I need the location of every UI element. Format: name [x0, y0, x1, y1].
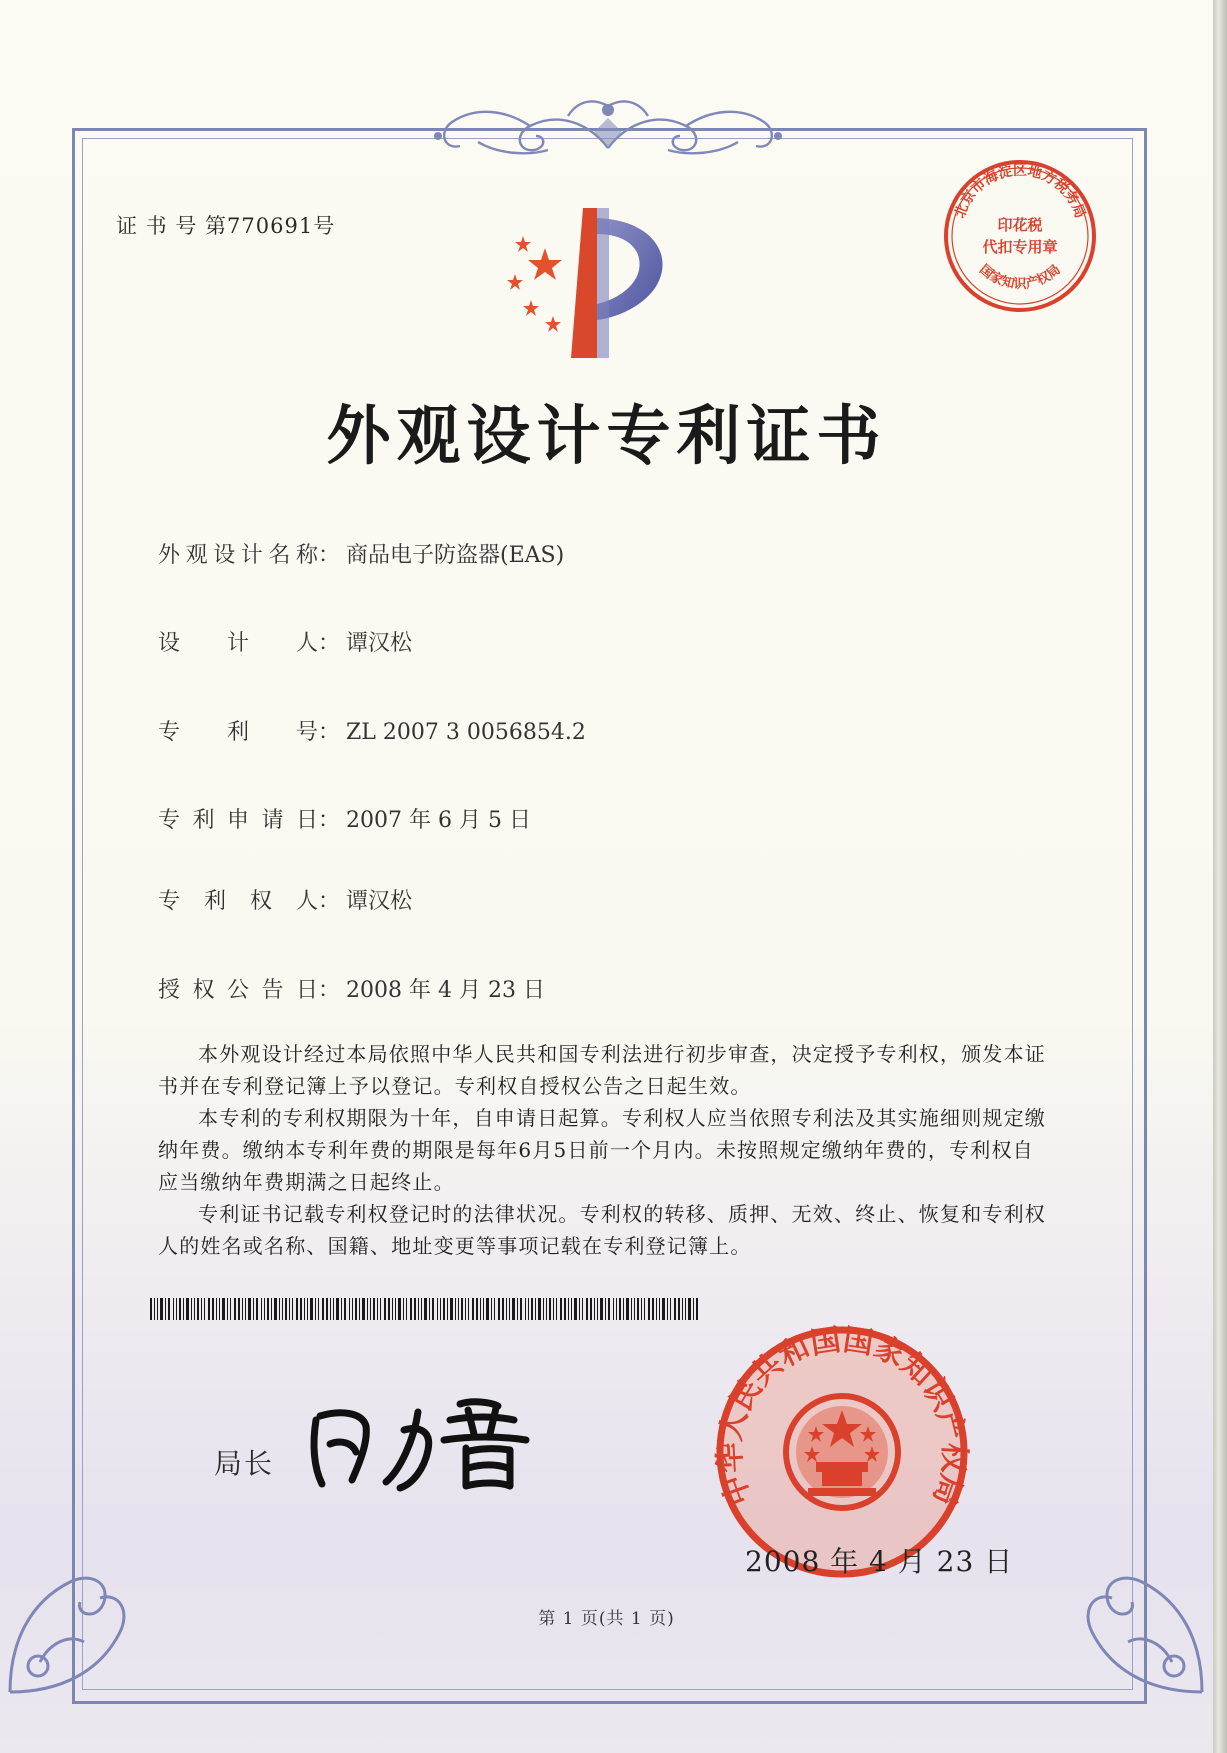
barcode-bar [564, 1298, 566, 1320]
barcode-bar [579, 1298, 580, 1320]
barcode-bar [191, 1298, 192, 1320]
tax-stamp-center-line2: 代扣专用章 [982, 240, 1058, 256]
barcode-bar [465, 1298, 466, 1320]
barcode-bar [173, 1298, 174, 1320]
field-patentee: 专利权人： 谭汉松 [158, 884, 412, 915]
page-number: 第 1 页(共 1 页) [538, 1609, 675, 1629]
barcode-bar [150, 1298, 152, 1320]
barcode-bar [674, 1298, 676, 1320]
barcode-bar [216, 1298, 217, 1320]
barcode-bar [619, 1298, 621, 1320]
barcode-bar [222, 1298, 225, 1320]
field-label: 授权公告日 [158, 978, 318, 1003]
barcode-bar [512, 1298, 515, 1320]
barcode-bar [197, 1298, 199, 1320]
barcode-bar [373, 1298, 375, 1320]
barcode-bar [531, 1298, 533, 1320]
field-value: 谭汉松 [346, 631, 413, 656]
barcode-bar [538, 1298, 541, 1320]
barcode-bar [289, 1298, 290, 1320]
barcode-bar [535, 1298, 536, 1320]
barcode-bar [279, 1298, 280, 1320]
certificate-number-value: 第770691号 [205, 214, 336, 238]
barcode-bar [568, 1298, 569, 1320]
barcode-bar [315, 1298, 316, 1320]
barcode-bar [641, 1298, 642, 1320]
barcode-bar [380, 1298, 381, 1320]
barcode-bar [560, 1298, 562, 1320]
barcode-bar [248, 1298, 251, 1320]
barcode-bar [355, 1298, 357, 1320]
barcode-bar [183, 1298, 184, 1320]
barcode-bar [696, 1298, 698, 1320]
barcode-bar [179, 1298, 181, 1320]
barcode-bar [238, 1298, 240, 1320]
barcode-bar [600, 1298, 603, 1320]
barcode-bar [476, 1298, 478, 1320]
field-label: 专利权人 [158, 889, 318, 914]
barcode-bar [429, 1298, 430, 1320]
barcode-bar [546, 1298, 547, 1320]
barcode-bar [506, 1298, 507, 1320]
field-application-date: 专利申请日： 2007 年 6 月 5 日 [158, 803, 531, 834]
barcode-bar [398, 1298, 401, 1320]
barcode-bar [571, 1298, 572, 1320]
director-label: 局长 [214, 1447, 275, 1480]
barcode-bar [157, 1298, 158, 1320]
certificate-number [116, 210, 335, 240]
barcode-bar [395, 1298, 396, 1320]
barcode-bar [634, 1298, 635, 1320]
field-label: 外观设计名称 [158, 543, 318, 568]
barcode-bar [688, 1298, 691, 1320]
barcode-bar [318, 1298, 319, 1320]
barcode-bar [245, 1298, 246, 1320]
barcode-bar [468, 1298, 469, 1320]
barcode-bar [528, 1298, 529, 1320]
barcode-bar [282, 1298, 283, 1320]
barcode-bar [310, 1298, 313, 1320]
barcode-bar [154, 1298, 155, 1320]
barcode-bar [498, 1298, 500, 1320]
barcode-bar [502, 1298, 504, 1320]
barcode-bar [656, 1298, 657, 1320]
barcode-bar [597, 1298, 598, 1320]
barcode-bar [344, 1298, 346, 1320]
barcode [150, 1298, 705, 1320]
barcode-bar [392, 1298, 393, 1320]
field-patent-number: 专利号： ZL 2007 3 0056854.2 [158, 715, 586, 746]
barcode-bar [450, 1298, 453, 1320]
field-label: 设计人 [158, 631, 318, 656]
barcode-bar [168, 1298, 170, 1320]
barcode-bar [549, 1298, 551, 1320]
barcode-bar [443, 1298, 445, 1320]
barcode-bar [194, 1298, 195, 1320]
barcode-bar [418, 1298, 419, 1320]
barcode-bar [333, 1298, 334, 1320]
barcode-bar [461, 1298, 463, 1320]
barcode-bar [670, 1298, 671, 1320]
barcode-bar [292, 1298, 293, 1320]
barcode-bar [352, 1298, 353, 1320]
barcode-bar [219, 1298, 220, 1320]
barcode-bar [160, 1298, 163, 1320]
field-label: 专利号 [158, 720, 318, 745]
barcode-bar [455, 1298, 456, 1320]
page-edge [1213, 0, 1227, 1753]
barcode-bar [582, 1298, 583, 1320]
barcode-bar [662, 1298, 665, 1320]
barcode-bar [480, 1298, 481, 1320]
barcode-bar [421, 1298, 422, 1320]
director-signature-icon [300, 1390, 545, 1500]
barcode-bar [432, 1298, 434, 1320]
body-paragraph-2: 本专利的专利权期限为十年，自申请日起算。专利权人应当依照专利法及其实施细则规定缴纳年费。缴纳本专利年费的期限是每年6月5日前一个月内。未按照规定缴纳年费的，专利权自应当缴纳年费期满之日起终止。 [158, 1106, 1046, 1194]
tax-stamp-bottom-text: 国家知识产权局 [976, 261, 1064, 292]
national-emblem-icon [786, 1396, 898, 1508]
field-grant-date: 授权公告日： 2008 年 4 月 23 日 [158, 973, 545, 1004]
barcode-bar [623, 1298, 624, 1320]
barcode-bar [682, 1298, 683, 1320]
tax-stamp-icon [940, 156, 1100, 316]
barcode-bar [472, 1298, 474, 1320]
barcode-bar [264, 1298, 265, 1320]
barcode-bar [377, 1298, 378, 1320]
barcode-bar [253, 1298, 254, 1320]
barcode-bar [590, 1298, 592, 1320]
barcode-bar [483, 1298, 484, 1320]
barcode-bar [637, 1298, 639, 1320]
barcode-bar [693, 1298, 694, 1320]
barcode-bar [296, 1298, 298, 1320]
barcode-bar [234, 1298, 236, 1320]
barcode-bar [594, 1298, 595, 1320]
top-ornament-icon [418, 92, 798, 160]
field-value: 2007 年 6 月 5 日 [346, 808, 531, 833]
barcode-bar [574, 1298, 577, 1320]
barcode-bar [388, 1298, 390, 1320]
barcode-bar [437, 1298, 438, 1320]
patent-office-logo-icon [505, 208, 685, 358]
barcode-bar [285, 1298, 287, 1320]
barcode-bar [322, 1298, 324, 1320]
barcode-bar [261, 1298, 262, 1320]
barcode-bar [414, 1298, 416, 1320]
barcode-bar [267, 1298, 269, 1320]
barcode-bar [486, 1298, 489, 1320]
barcode-bar [274, 1298, 277, 1320]
barcode-bar [626, 1298, 629, 1320]
field-label: 专利申请日 [158, 808, 318, 833]
barcode-bar [525, 1298, 526, 1320]
barcode-bar [605, 1298, 606, 1320]
barcode-bar [367, 1298, 368, 1320]
barcode-bar [424, 1298, 427, 1320]
barcode-bar [685, 1298, 686, 1320]
barcode-bar [165, 1298, 166, 1320]
barcode-bar [410, 1298, 412, 1320]
svg-text:国家知识产权局 [977, 262, 1063, 292]
tax-stamp-ring-text: 北京市海淀区地方税务局 [952, 163, 1088, 221]
barcode-bar [406, 1298, 407, 1320]
barcode-bar [613, 1298, 614, 1320]
barcode-bar [667, 1298, 668, 1320]
barcode-bar [341, 1298, 342, 1320]
barcode-bar [326, 1298, 328, 1320]
barcode-bar [186, 1298, 189, 1320]
barcode-bar [349, 1298, 350, 1320]
barcode-bar [176, 1298, 177, 1320]
svg-text:北京市海淀区地方税务局 [952, 162, 1088, 220]
field-value: 商品电子防盗器(EAS) [346, 543, 565, 568]
body-text [158, 1038, 1048, 1262]
barcode-bar [678, 1298, 680, 1320]
barcode-bar [230, 1298, 231, 1320]
barcode-bar [631, 1298, 632, 1320]
barcode-bar [304, 1298, 305, 1320]
barcode-bar [256, 1298, 258, 1320]
barcode-bar [370, 1298, 371, 1320]
barcode-bar [359, 1298, 360, 1320]
barcode-bar [440, 1298, 441, 1320]
barcode-bar [616, 1298, 617, 1320]
certificate-title: 外观设计专利证书 [326, 399, 887, 474]
barcode-bar [458, 1298, 459, 1320]
barcode-bar [608, 1298, 610, 1320]
barcode-bar [644, 1298, 645, 1320]
barcode-bar [648, 1298, 650, 1320]
field-designer: 设计人： 谭汉松 [158, 626, 412, 657]
barcode-bar [586, 1298, 588, 1320]
barcode-bar [208, 1298, 210, 1320]
barcode-bar [336, 1298, 339, 1320]
barcode-bar [204, 1298, 205, 1320]
certificate-number-label: 证 书 号 [116, 214, 198, 238]
barcode-bar [494, 1298, 495, 1320]
barcode-bar [652, 1298, 654, 1320]
barcode-bar [271, 1298, 272, 1320]
barcode-bar [556, 1298, 557, 1320]
barcode-bar [330, 1298, 331, 1320]
field-value: 2008 年 4 月 23 日 [346, 978, 545, 1003]
seal-date: 2008 年 4 月 23 日 [745, 1545, 1014, 1578]
barcode-bar [212, 1298, 214, 1320]
barcode-bar [520, 1298, 522, 1320]
barcode-bar [242, 1298, 243, 1320]
field-design-name: 外观设计名称： 商品电子防盗器(EAS) [158, 538, 564, 569]
barcode-bar [300, 1298, 302, 1320]
barcode-bar [201, 1298, 202, 1320]
barcode-bar [447, 1298, 448, 1320]
barcode-bar [384, 1298, 386, 1320]
body-paragraph-1: 本外观设计经过本局依照中华人民共和国专利法进行初步审查，决定授予专利权，颁发本证书并在专利登记簿上予以登记。专利权自授权公告之日起生效。 [158, 1042, 1046, 1098]
barcode-bar [307, 1298, 308, 1320]
barcode-bar [362, 1298, 365, 1320]
tax-stamp-center-line1: 印花税 [997, 218, 1043, 234]
barcode-bar [543, 1298, 544, 1320]
barcode-bar [517, 1298, 518, 1320]
barcode-bar [403, 1298, 404, 1320]
barcode-bar [227, 1298, 228, 1320]
barcode-bar [509, 1298, 510, 1320]
body-paragraph-3: 专利证书记载专利权登记时的法律状况。专利权的转移、质押、无效、终止、恢复和专利权人的姓名或名称、国籍、地址变更等事项记载在专利登记簿上。 [158, 1202, 1046, 1258]
seal-ring-text: 中华人民共和国国家知识产权局 [713, 1323, 971, 1510]
field-value: ZL 2007 3 0056854.2 [346, 720, 586, 745]
barcode-bar [491, 1298, 492, 1320]
barcode-bar [553, 1298, 554, 1320]
barcode-bar [659, 1298, 660, 1320]
field-value: 谭汉松 [346, 889, 413, 914]
